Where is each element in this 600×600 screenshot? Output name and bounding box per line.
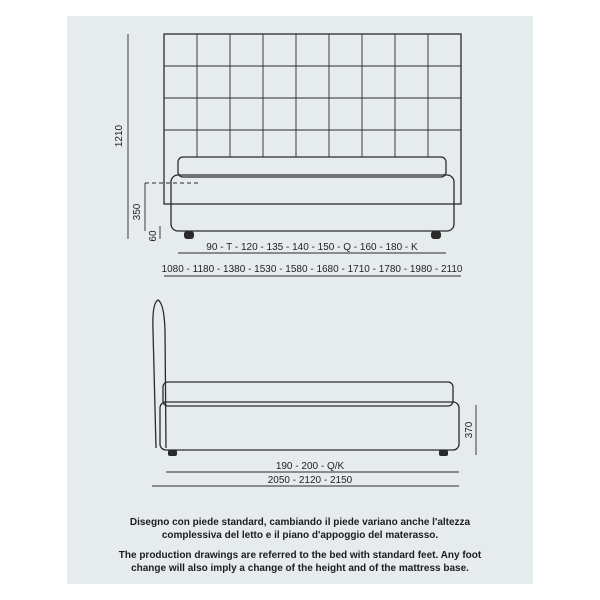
note-english-line2: change will also imply a change of the height and of the mattress base. bbox=[131, 563, 469, 574]
front-view bbox=[114, 34, 463, 276]
headboard-outline bbox=[164, 34, 461, 204]
foot-side-left bbox=[168, 450, 177, 456]
bed-base-side bbox=[160, 402, 459, 450]
foot-side-right bbox=[439, 450, 448, 456]
dim-overall-lengths: 2050 - 2120 - 2150 bbox=[267, 475, 353, 486]
bed-base-front bbox=[171, 175, 454, 231]
foot-right bbox=[431, 231, 441, 239]
dim-mattress-lengths: 190 - 200 - Q/K bbox=[275, 461, 345, 472]
headboard-grid bbox=[164, 34, 461, 157]
note-italian bbox=[67, 516, 533, 542]
dim-total-height: 1210 bbox=[114, 124, 125, 148]
note-italian-line2: complessiva del letto e il piano d'appoggio del materasso. bbox=[161, 530, 439, 541]
foot-left bbox=[184, 231, 194, 239]
note-english-line1: The production drawings are referred to the bed with standard feet. Any foot bbox=[118, 550, 482, 561]
side-view bbox=[152, 300, 476, 486]
dim-base-height: 350 bbox=[132, 203, 143, 221]
mattress-front bbox=[178, 157, 446, 177]
note-english bbox=[67, 549, 533, 575]
note-italian-line1: Disegno con piede standard, cambiando il piede variano anche l'altezza bbox=[129, 517, 471, 528]
dim-mattress-widths: 90 - T - 120 - 135 - 140 - 150 - Q - 160 - 180 - K bbox=[206, 242, 418, 253]
dim-feet-height: 60 bbox=[148, 230, 159, 242]
dim-side-height: 370 bbox=[464, 421, 475, 439]
dim-overall-widths: 1080 - 1180 - 1380 - 1530 - 1580 - 1680 - 1710 - 1780 - 1980 - 2110 bbox=[161, 264, 463, 275]
